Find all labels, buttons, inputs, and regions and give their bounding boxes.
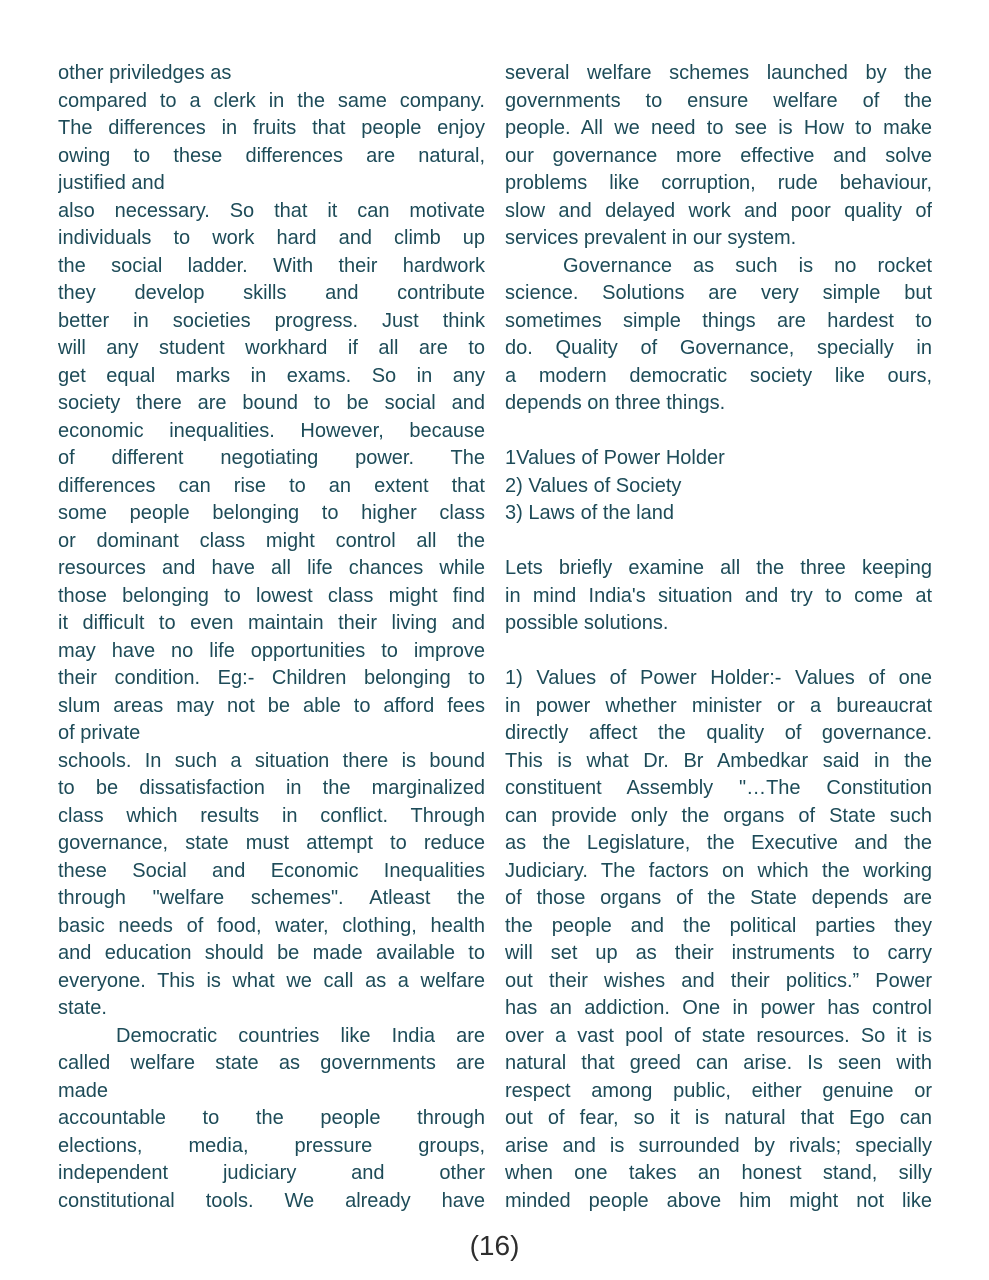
text-line: 3) Laws of the land	[505, 502, 674, 524]
blank-line	[505, 418, 932, 446]
text-line: differences can rise to an extent that	[58, 474, 485, 497]
text-line: over a vast pool of state resources. So it is	[505, 1024, 932, 1047]
text-line: arise and is surrounded by rivals; specially	[505, 1134, 932, 1157]
text-line: may have no life opportunities to improve	[58, 639, 485, 662]
text-line: economic inequalities. However, because	[58, 419, 485, 442]
text-line: society there are bound to be social and	[58, 392, 485, 414]
text-line: compared to a clerk in the same company.	[58, 89, 485, 112]
text-line: class which results in conflict. Through	[58, 804, 485, 827]
text-line: Lets briefly examine all the three keeping	[505, 557, 932, 579]
blank-line	[505, 638, 932, 666]
blank-line	[505, 528, 932, 556]
text-line: some people belonging to higher class	[58, 502, 485, 524]
text-line: constituent Assembly "…The Constitution	[505, 777, 932, 799]
text-line: those belonging to lowest class might find	[58, 584, 485, 607]
text-line: slum areas may not be able to afford fees	[58, 694, 485, 717]
text-line: resources and have all life chances while	[58, 557, 485, 579]
text-line: the social ladder. With their hardwork	[58, 254, 485, 277]
text-line: Judiciary. The factors on which the working	[505, 859, 932, 882]
text-line: services prevalent in our system.	[505, 227, 797, 249]
text-line: to be dissatisfaction in the marginalized	[58, 777, 485, 799]
text-line: in power whether minister or a bureaucrat	[505, 694, 932, 717]
text-line: made	[58, 1079, 109, 1102]
text-line: This is what Dr. Br Ambedkar said in the	[505, 749, 932, 772]
text-line: state.	[58, 997, 107, 1019]
text-line: schools. In such a situation there is bound	[58, 749, 485, 772]
text-line: through "welfare schemes". Atleast the	[58, 887, 485, 909]
page-number: (16)	[469, 1230, 520, 1261]
text-line: natural that greed can arise. Is seen with	[505, 1052, 932, 1074]
text-line: they develop skills and contribute	[58, 282, 485, 304]
text-line: and education should be made available to	[58, 942, 485, 964]
text-line: sometimes simple things are hardest to	[505, 309, 932, 332]
text-line: accountable to the people through	[58, 1107, 485, 1129]
text-line: depends on three things.	[505, 392, 726, 414]
text-line: The differences in fruits that people enjoy	[58, 117, 485, 139]
text-line: or dominant class might control all the	[58, 529, 485, 552]
text-line: people. All we need to see is How to make	[505, 117, 932, 139]
text-line: directly affect the quality of governance.	[505, 722, 932, 744]
text-line: get equal marks in exams. So in any	[58, 364, 485, 387]
text-line: our governance more effective and solve	[505, 144, 932, 167]
text-line: science. Solutions are very simple but	[505, 282, 932, 304]
text-line: owing to these differences are natural,	[58, 144, 485, 167]
text-line: called welfare state as governments are	[58, 1052, 485, 1074]
text-line: Democratic countries like India are	[116, 1024, 485, 1047]
text-line: independent judiciary and other	[58, 1162, 485, 1184]
text-line: elections, media, pressure groups,	[58, 1134, 485, 1157]
text-line: also necessary. So that it can motivate	[58, 199, 485, 222]
text-line: individuals to work hard and climb up	[58, 227, 485, 249]
left-column	[58, 60, 485, 1215]
text-line: will set up as their instruments to carry	[505, 942, 932, 964]
text-line: out their wishes and their politics.” Power	[505, 969, 932, 992]
text-line: as the Legislature, the Executive and the	[505, 832, 932, 854]
text-line: everyone. This is what we call as a welfare	[58, 969, 485, 992]
text-line: of different negotiating power. The	[58, 447, 485, 469]
text-line: minded people above him might not like	[505, 1189, 932, 1212]
text-line: will any student workhard if all are to	[58, 337, 485, 359]
text-line: has an addiction. One in power has control	[505, 997, 932, 1019]
text-line: out of fear, so it is natural that Ego can	[505, 1107, 932, 1129]
text-line: the people and the political parties they	[505, 914, 932, 937]
text-line: basic needs of food, water, clothing, health	[58, 914, 485, 937]
text-line: these Social and Economic Inequalities	[58, 859, 485, 882]
text-line: it difficult to even maintain their living and	[58, 612, 485, 634]
text-line: slow and delayed work and poor quality of	[505, 199, 932, 222]
text-line: 1) Values of Power Holder:- Values of one	[505, 667, 932, 689]
text-line: possible solutions.	[505, 612, 669, 634]
text-line: of private	[58, 722, 141, 744]
text-line: 2) Values of Society	[505, 474, 682, 497]
text-line: better in societies progress. Just think	[58, 309, 485, 332]
text-line: governance, state must attempt to reduce	[58, 832, 485, 854]
right-column	[505, 60, 932, 1215]
text-line: of those organs of the State depends are	[505, 887, 932, 909]
text-line: their condition. Eg:- Children belonging to	[58, 667, 485, 689]
text-line: justified and	[58, 172, 165, 194]
text-line: other priviledges as	[58, 62, 232, 84]
text-line: several welfare schemes launched by the	[505, 62, 932, 84]
text-line: can provide only the organs of State such	[505, 804, 932, 827]
text-line: when one takes an honest stand, silly	[505, 1162, 932, 1184]
text-line: in mind India's situation and try to come at	[505, 584, 932, 607]
text-line: governments to ensure welfare of the	[505, 89, 932, 112]
text-line: a modern democratic society like ours,	[505, 364, 932, 387]
text-line: problems like corruption, rude behaviour,	[505, 172, 932, 194]
text-line: respect among public, either genuine or	[505, 1079, 932, 1102]
text-line: do. Quality of Governance, specially in	[505, 337, 932, 359]
text-line: 1Values of Power Holder	[505, 447, 725, 469]
text-line: constitutional tools. We already have	[58, 1189, 485, 1212]
text-line: Governance as such is no rocket	[563, 254, 932, 277]
